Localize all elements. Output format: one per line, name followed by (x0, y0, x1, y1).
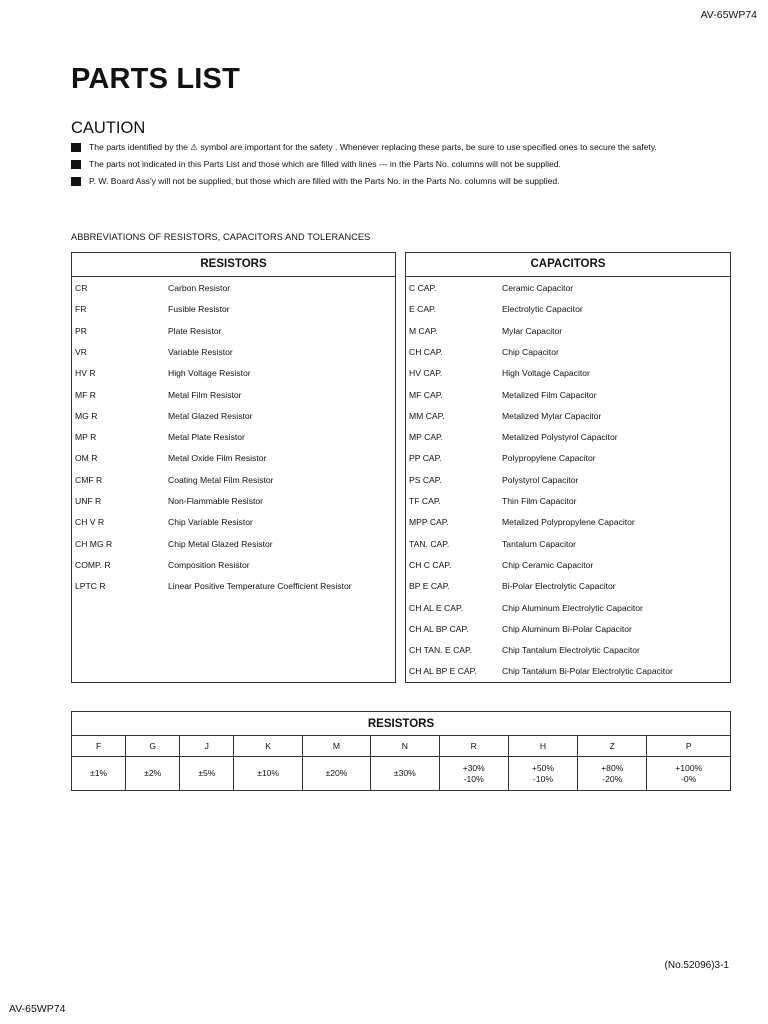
caution-note-text: The parts identified by the ⚠ symbol are important for the safety . Whenever replacing these parts, be sure to use specified ones to secure the safety. (89, 142, 657, 152)
tolerance-table-title: RESISTORS (72, 712, 731, 736)
caution-title: CAUTION (71, 119, 146, 137)
capacitors-abbreviation-panel (405, 252, 731, 683)
abbreviation-code: PR (75, 325, 87, 336)
abbreviation-meaning: Metal Oxide Film Resistor (168, 453, 267, 464)
header-model-number: AV-65WP74 (700, 9, 757, 21)
tolerance-codes-row (72, 736, 731, 757)
abbreviation-meaning: Metal Glazed Resistor (168, 410, 253, 421)
abbreviation-meaning: Variable Resistor (168, 346, 233, 357)
tolerance-value-line: ±2% (144, 768, 162, 778)
abbreviation-meaning: Chip Metal Glazed Resistor (168, 538, 273, 549)
tolerance-value (72, 757, 126, 791)
resistors-abbreviation-panel (71, 252, 396, 683)
tolerance-value (180, 757, 234, 791)
tolerance-values-row (72, 757, 731, 791)
tolerance-code: J (180, 736, 234, 757)
abbreviation-meaning: Metal Plate Resistor (168, 432, 245, 443)
tolerance-value-line: ±10% (257, 768, 280, 778)
abbreviation-code: CMF R (75, 474, 103, 485)
abbreviation-code: MPP CAP. (409, 517, 449, 528)
abbreviation-code: HV R (75, 368, 96, 379)
tolerance-code: G (126, 736, 180, 757)
abbreviation-meaning: Polystyrol Capacitor (502, 474, 579, 485)
tolerance-code: F (72, 736, 126, 757)
tolerance-code: Z (578, 736, 647, 757)
abbreviation-code: CH V R (75, 517, 105, 528)
tolerance-value-line: +30% (462, 762, 485, 773)
abbreviation-code: OM R (75, 453, 98, 464)
abbreviation-meaning: Chip Ceramic Capacitor (502, 559, 594, 570)
abbreviation-code: MF CAP. (409, 389, 443, 400)
abbreviations-heading: ABBREVIATIONS OF RESISTORS, CAPACITORS AND TOLERANCES (71, 232, 371, 242)
caution-note (71, 142, 731, 153)
page-title: PARTS LIST (71, 63, 241, 95)
abbreviation-code: TAN. CAP. (409, 538, 450, 549)
abbreviation-meaning: Metalized Film Capacitor (502, 389, 597, 400)
abbreviation-code: UNF R (75, 496, 102, 506)
tolerance-value-line: +80% (601, 762, 624, 773)
abbreviation-meaning: High Voltage Resistor (168, 368, 251, 379)
abbreviation-meaning: Coating Metal Film Resistor (168, 474, 274, 485)
tolerance-value-line: +50% (531, 762, 555, 773)
abbreviation-meaning: Carbon Resistor (168, 283, 231, 293)
abbreviation-code: TF CAP. (409, 496, 441, 506)
abbreviation-meaning: Non-Flammable Resistor (168, 496, 264, 506)
abbreviation-meaning: Composition Resistor (168, 559, 250, 570)
abbreviation-meaning: Thin Film Capacitor (502, 496, 577, 506)
abbreviation-meaning: Metal Film Resistor (168, 389, 242, 400)
tolerance-code: K (234, 736, 302, 757)
abbreviation-code: CH CAP. (409, 346, 443, 357)
abbreviation-code: PP CAP. (409, 453, 442, 464)
tolerance-value-line: -0% (681, 773, 697, 784)
document-number: (No.52096)3-1 (664, 960, 729, 971)
tolerance-code: P (647, 736, 731, 757)
square-bullet-icon (71, 160, 81, 169)
tolerance-value-line: -10% (532, 773, 553, 784)
tolerance-value (647, 757, 731, 791)
abbreviation-meaning: Metalized Mylar Capacitor (502, 410, 602, 421)
abbreviation-meaning: Chip Variable Resistor (168, 517, 253, 528)
abbreviation-code: CR (75, 283, 88, 293)
tolerance-value-line: ±20% (325, 768, 348, 778)
abbreviation-code: PS CAP. (409, 474, 442, 485)
abbreviation-code: MP CAP. (409, 432, 444, 443)
abbreviation-meaning: Tantalum Capacitor (502, 538, 577, 549)
square-bullet-icon (71, 143, 81, 152)
tolerance-value (234, 757, 302, 791)
abbreviation-code: E CAP. (409, 304, 437, 315)
tolerance-value (302, 757, 370, 791)
caution-note (71, 159, 731, 170)
tolerance-value-line: ±1% (89, 768, 108, 778)
tolerance-value (126, 757, 180, 791)
abbreviation-meaning: Linear Positive Temperature Coefficient Resistor (168, 581, 352, 592)
tolerance-value-line: ±30% (393, 768, 416, 778)
abbreviation-code: CH TAN. E CAP. (409, 645, 473, 656)
abbreviation-code: HV CAP. (409, 368, 443, 379)
abbreviation-meaning: High Voltage Capacitor (502, 368, 590, 379)
caution-note-text: The parts not indicated in this Parts List and those which are filled with lines --- in the Parts No. columns will not be supplied. (89, 159, 561, 169)
tolerance-code: R (439, 736, 508, 757)
abbreviation-meaning: Chip Capacitor (502, 346, 559, 357)
abbreviation-meaning: Chip Tantalum Bi-Polar Electrolytic Capacitor (502, 666, 673, 677)
abbreviation-meaning: Ceramic Capacitor (502, 283, 574, 293)
tolerance-value-line: -20% (602, 773, 623, 784)
abbreviation-code: LPTC R (75, 581, 106, 592)
resistors-panel-title: RESISTORS (72, 253, 395, 277)
abbreviation-code: C CAP. (409, 283, 437, 293)
abbreviation-code: VR (75, 346, 87, 357)
abbreviation-meaning: Chip Aluminum Bi-Polar Capacitor (502, 623, 632, 634)
tolerance-value (439, 757, 508, 791)
abbreviation-meaning: Metalized Polystyrol Capacitor (502, 432, 618, 443)
square-bullet-icon (71, 177, 81, 186)
abbreviation-meaning: Metalized Polypropylene Capacitor (502, 517, 635, 528)
abbreviation-meaning: Plate Resistor (168, 325, 222, 336)
tolerance-value-line: ±5% (198, 768, 216, 778)
abbreviation-meaning: Chip Aluminum Electrolytic Capacitor (502, 602, 643, 613)
abbreviation-meaning: Bi-Polar Electrolytic Capacitor (502, 581, 616, 592)
abbreviation-code: CH C CAP. (409, 559, 452, 570)
caution-note (71, 176, 731, 187)
tolerance-value-line: +100% (675, 762, 703, 773)
tolerance-value (508, 757, 577, 791)
abbreviation-meaning: Electrolytic Capacitor (502, 304, 583, 315)
abbreviation-code: BP E CAP. (409, 581, 450, 592)
abbreviation-code: MM CAP. (409, 410, 445, 421)
abbreviation-code: FR (75, 304, 87, 315)
abbreviation-code: COMP. R (75, 559, 111, 570)
abbreviation-meaning: Chip Tantalum Electrolytic Capacitor (502, 645, 640, 656)
tolerance-value (578, 757, 647, 791)
abbreviation-meaning: Mylar Capacitor (502, 325, 563, 336)
caution-notes (71, 142, 731, 193)
abbreviation-code: CH MG R (75, 538, 113, 549)
tolerance-value (371, 757, 439, 791)
abbreviation-meaning: Fusible Resistor (168, 304, 230, 315)
caution-note-text: P. W. Board Ass'y will not be supplied, but those which are filled with the Parts No. in the Parts No. columns will be supplied. (89, 176, 560, 186)
abbreviation-meaning: Polypropylene Capacitor (502, 453, 596, 464)
abbreviation-code: CH AL BP CAP. (409, 623, 469, 634)
tolerance-code: N (371, 736, 439, 757)
abbreviation-code: MG R (75, 410, 98, 421)
tolerance-code: H (508, 736, 577, 757)
tolerance-value-line: -10% (463, 773, 484, 784)
capacitors-panel-title: CAPACITORS (406, 253, 730, 277)
abbreviation-code: M CAP. (409, 325, 438, 336)
abbreviation-code: CH AL BP E CAP. (409, 666, 477, 677)
footer-model-number: AV-65WP74 (9, 1003, 66, 1015)
tolerance-code: M (302, 736, 370, 757)
abbreviation-code: MF R (75, 389, 97, 400)
tolerance-table (71, 711, 731, 791)
abbreviation-code: CH AL E CAP. (409, 602, 463, 613)
abbreviation-code: MP R (75, 432, 97, 443)
